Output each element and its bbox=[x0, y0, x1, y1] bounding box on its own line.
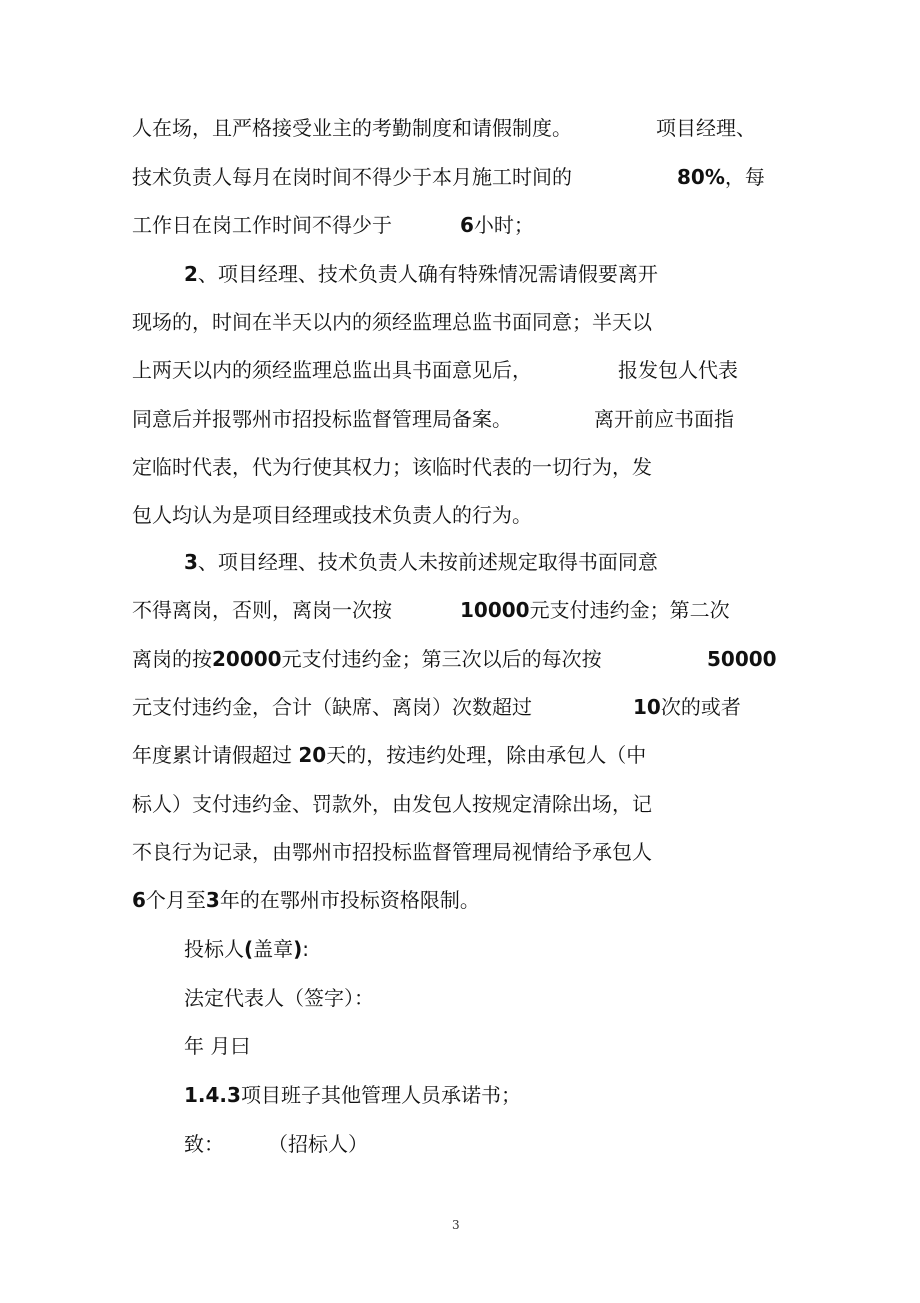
text-segment: 人在场，且严格接受业主的考勤制度和请假制度。 bbox=[132, 116, 572, 140]
date-line bbox=[0, 1032, 251, 1060]
text-segment: 次的或者 bbox=[660, 695, 741, 719]
text-segment: 项目经理、 bbox=[656, 116, 756, 140]
number-text: 80% bbox=[677, 165, 725, 189]
text-line bbox=[0, 548, 658, 576]
text-segment: 元支付违约金；第三次以后的每次按 bbox=[281, 647, 602, 671]
item-number: 2 bbox=[184, 262, 198, 286]
text-segment: 上两天以内的须经监理总监出具书面意见后， bbox=[132, 358, 532, 382]
text-line bbox=[0, 596, 730, 624]
text-segment: 不得离岗，否则，离岗一次按 bbox=[132, 598, 392, 622]
text-segment: 小时； bbox=[473, 213, 534, 237]
text-segment: 离开前应书面指 bbox=[594, 407, 734, 431]
text-segment bbox=[633, 693, 741, 721]
page-number: 3 bbox=[452, 1218, 460, 1232]
text-line bbox=[0, 838, 652, 866]
text-line bbox=[0, 453, 652, 481]
number-text: 10000 bbox=[460, 598, 530, 622]
text-segment: 定临时代表，代为行使其权力；该临时代表的一切行为，发 bbox=[132, 455, 652, 479]
item-number: 3 bbox=[184, 550, 198, 574]
text-segment: 法定代表人（签字）： bbox=[184, 986, 374, 1010]
text-segment: 标人）支付违约金、罚款外，由发包人按规定清除出场，记 bbox=[132, 792, 652, 816]
paren-close: ) bbox=[293, 937, 303, 961]
text-segment bbox=[184, 260, 658, 288]
text-line bbox=[0, 886, 480, 914]
number-text: 10 bbox=[633, 695, 661, 719]
text-segment: 年 月曰 bbox=[184, 1034, 251, 1058]
text-segment: 天的，按违约处理，除由承包人（中 bbox=[326, 743, 647, 767]
text-line bbox=[0, 163, 765, 191]
text-segment: 包人均认为是项目经理或技术负责人的行为。 bbox=[132, 503, 532, 527]
text-segment: 、项目经理、技术负责人未按前述规定取得书面同意 bbox=[197, 550, 658, 574]
number-text: 20000 bbox=[212, 647, 282, 671]
text-segment: 现场的，时间在半天以内的须经监理总监书面同意；半天以 bbox=[132, 310, 652, 334]
text-segment bbox=[460, 211, 534, 239]
text-line bbox=[0, 260, 658, 288]
text-line bbox=[0, 114, 756, 142]
bidder-seal-line bbox=[0, 935, 310, 963]
text-segment: 不良行为记录，由鄂州市招投标监督管理局视情给予承包人 bbox=[132, 840, 652, 864]
paren-open: ( bbox=[244, 937, 254, 961]
text-segment: 同意后并报鄂州市招投标监督管理局备案。 bbox=[132, 407, 512, 431]
text-segment bbox=[184, 548, 658, 576]
text-segment bbox=[132, 741, 646, 769]
colon: : bbox=[302, 937, 310, 961]
recipient-label: （招标人） bbox=[268, 1132, 368, 1156]
text-segment bbox=[677, 163, 765, 191]
text-segment: 个月至 bbox=[145, 888, 206, 912]
section-heading bbox=[0, 1081, 521, 1109]
text-segment: 离岗的按 bbox=[132, 647, 212, 671]
text-segment: 年度累计请假超过 bbox=[132, 743, 299, 767]
number-text: 6 bbox=[460, 213, 474, 237]
text-segment: 工作日在岗工作时间不得少于 bbox=[132, 213, 392, 237]
text-segment bbox=[460, 596, 730, 624]
text-segment bbox=[184, 935, 309, 963]
text-segment: 、项目经理、技术负责人确有特殊情况需请假要离开 bbox=[197, 262, 658, 286]
text-line bbox=[0, 405, 734, 433]
text-line bbox=[0, 356, 738, 384]
text-line bbox=[0, 693, 741, 721]
to-label: 致： bbox=[184, 1132, 224, 1156]
text-segment: ，每 bbox=[724, 165, 765, 189]
seal-label: 盖章 bbox=[253, 937, 294, 961]
text-segment: 年的在鄂州市投标资格限制。 bbox=[219, 888, 480, 912]
section-title: 项目班子其他管理人员承诺书； bbox=[240, 1083, 521, 1107]
number-text: 3 bbox=[205, 888, 220, 912]
text-segment bbox=[184, 1081, 521, 1109]
text-segment bbox=[132, 645, 602, 673]
section-number: 1.4.3 bbox=[184, 1083, 241, 1107]
text-segment: 报发包人代表 bbox=[618, 358, 738, 382]
text-segment: 元支付违约金，合计（缺席、离岗）次数超过 bbox=[132, 695, 532, 719]
text-segment: 元支付违约金；第二次 bbox=[529, 598, 730, 622]
text-line bbox=[0, 790, 652, 818]
addressee-line bbox=[0, 1130, 368, 1158]
text-line bbox=[0, 645, 777, 673]
text-line bbox=[0, 308, 652, 336]
number-text: 50000 bbox=[707, 647, 777, 671]
text-line bbox=[0, 501, 532, 529]
number-text: 20 bbox=[298, 743, 327, 767]
bidder-label: 投标人 bbox=[184, 937, 244, 961]
number-text: 6 bbox=[132, 888, 146, 912]
text-line bbox=[0, 741, 647, 769]
legal-representative-line bbox=[0, 984, 374, 1012]
text-segment: 技术负责人每月在岗时间不得少于本月施工时间的 bbox=[132, 165, 572, 189]
text-segment bbox=[132, 886, 480, 914]
text-line bbox=[0, 211, 534, 239]
